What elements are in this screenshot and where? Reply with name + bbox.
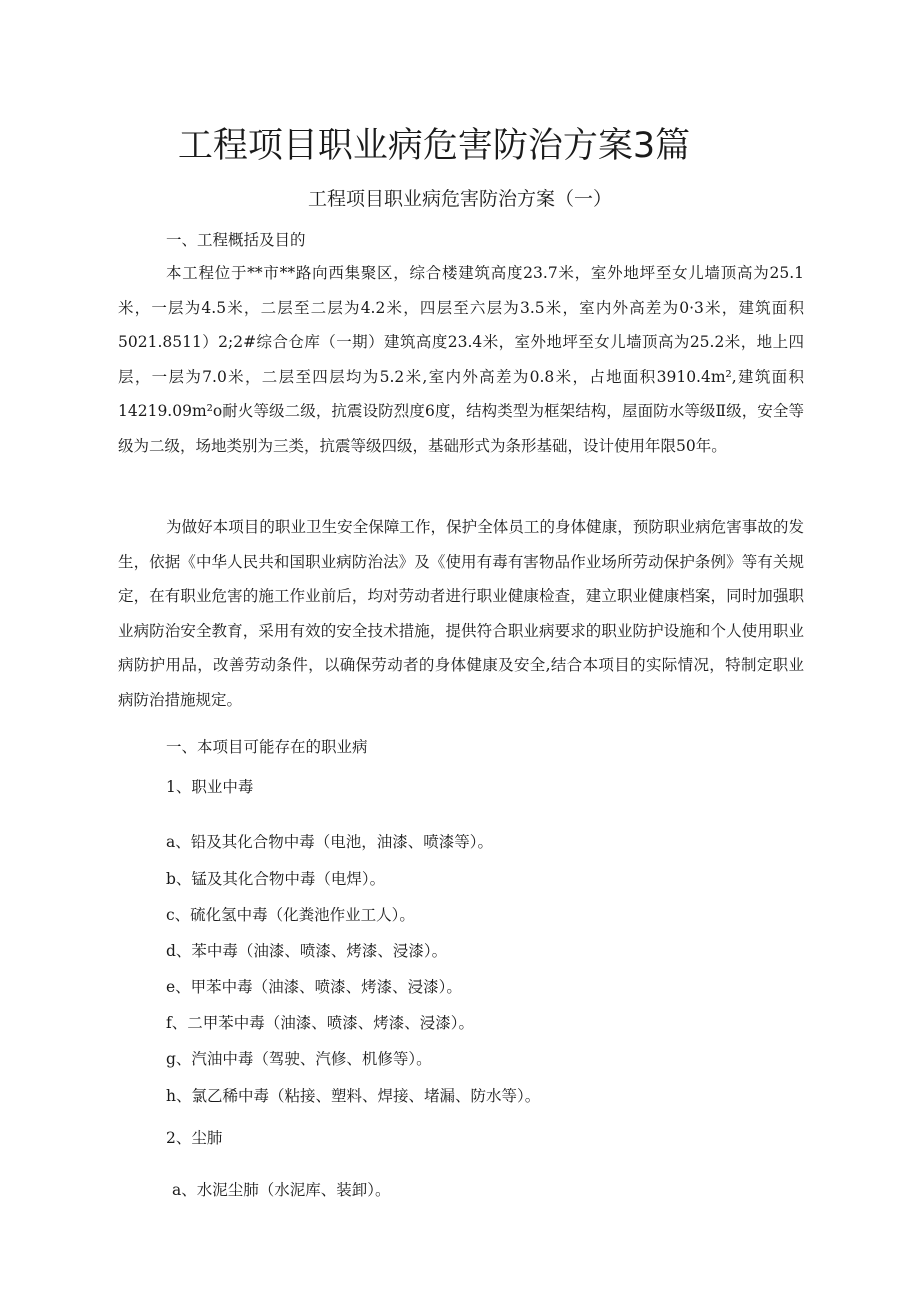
list-item: b、锰及其化合物中毒（电焊）。 xyxy=(166,870,386,888)
list-item: f、二甲苯中毒（油漆、喷漆、烤漆、浸漆）。 xyxy=(166,1014,474,1032)
list-item: a、铅及其化合物中毒（电池，油漆、喷漆等）。 xyxy=(166,833,493,851)
paragraph-project-overview: 本工程位于**市**路向西集聚区，综合楼建筑高度23.7米，室外地坪至女儿墙顶高为25.1米，一层为4.5米，二层至二层为4.2米，四层至六层为3.5米，室内外高差为0·3米，建筑面积5021.8511）2;2#综合仓库（一期）建筑高度23.4米，室外地坪至女儿墙顶高为25.2米，地上四层，一层为7.0米，二层至四层均为5.2米,室内外高差为0.8米，占地面积3910.4m²,建筑面积14219.09m²o耐火等级二级，抗震设防烈度6度，结构类型为框架结构，屋面防水等级Ⅱ级，安全等级为二级，场地类别为三类，抗震等级四级，基础形式为条形基础，设计使用年限50年。 xyxy=(118,264,804,455)
section-heading: 一、本项目可能存在的职业病 xyxy=(166,738,368,756)
paragraph-purpose: 为做好本项目的职业卫生安全保障工作，保护全体员工的身体健康，预防职业病危害事故的发生，依据《中华人民共和国职业病防治法》及《使用有毒有害物品作业场所劳动保护条例》等有关规定，在有职业危害的施工作业前后，均对劳动者进行职业健康检查，建立职业健康档案，同时加强职业病防治安全教育，采用有效的安全技术措施，提供符合职业病要求的职业防护设施和个人使用职业病防护用品，改善劳动条件，以确保劳动者的身体健康及安全,结合本项目的实际情况，特制定职业病防治措施规定。 xyxy=(118,518,804,709)
main-title: 工程项目职业病危害防治方案3篇 xyxy=(177,126,691,166)
list-item: g、汽油中毒（驾驶、汽修、机修等）。 xyxy=(166,1050,432,1068)
item-heading: 1、职业中毒 xyxy=(166,778,254,796)
sub-title: 工程项目职业病危害防治方案（一） xyxy=(307,188,612,210)
item-heading: 2、尘肺 xyxy=(166,1129,223,1147)
list-item: c、硫化氢中毒（化粪池作业工人）。 xyxy=(166,906,415,924)
list-item: e、甲苯中毒（油漆、喷漆、烤漆、浸漆）。 xyxy=(166,978,462,996)
list-item: d、苯中毒（油漆、喷漆、烤漆、浸漆）。 xyxy=(166,942,448,960)
section-heading: 一、工程概括及目的 xyxy=(166,231,306,249)
list-item: h、氯乙稀中毒（粘接、塑料、焊接、堵漏、防水等）。 xyxy=(166,1087,541,1105)
list-item: a、水泥尘肺（水泥库、装卸）。 xyxy=(172,1181,391,1199)
